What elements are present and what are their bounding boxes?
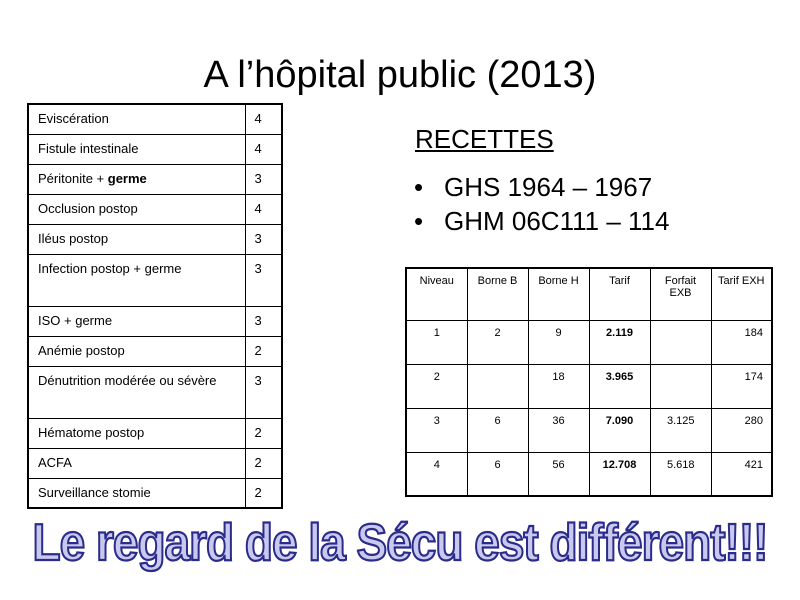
forfait-exb-cell	[650, 320, 711, 364]
borne-h-cell: 18	[528, 364, 589, 408]
complication-label: Dénutrition modérée ou sévère	[38, 372, 217, 388]
table-row	[28, 448, 282, 478]
banner-text: Le regard de la Sécu est différent!!!	[32, 512, 768, 572]
table-row	[28, 194, 282, 224]
complication-level: 2	[245, 336, 282, 366]
table-row	[28, 164, 282, 194]
column-header: Tarif	[589, 268, 650, 320]
table-row	[28, 336, 282, 366]
complication-name	[28, 478, 245, 508]
page-title: A l’hôpital public (2013)	[203, 54, 597, 96]
complication-name	[28, 306, 245, 336]
complication-label: Occlusion postop	[38, 200, 138, 216]
recettes-ghm: GHM 06C111 – 114	[444, 206, 670, 236]
borne-b-cell: 6	[467, 452, 528, 496]
table-row	[28, 134, 282, 164]
complication-name	[28, 224, 245, 254]
table-row	[28, 306, 282, 336]
complication-name	[28, 164, 245, 194]
forfait-exb-cell: 5.618	[650, 452, 711, 496]
complication-label: Surveillance stomie	[38, 484, 151, 500]
complication-label: Anémie postop	[38, 342, 125, 358]
tarif-exh-cell: 184	[711, 320, 772, 364]
complication-label: Péritonite +	[38, 170, 108, 186]
tarif-exh-cell: 174	[711, 364, 772, 408]
column-header: Forfait EXB	[650, 268, 711, 320]
table-row	[406, 364, 772, 408]
complication-name	[28, 254, 245, 306]
complication-name	[28, 194, 245, 224]
complication-name	[28, 366, 245, 418]
complication-name	[28, 104, 245, 134]
forfait-exb-cell: 3.125	[650, 408, 711, 452]
tarif-cell: 3.965	[589, 364, 650, 408]
borne-h-cell: 56	[528, 452, 589, 496]
tarif-exh-cell: 280	[711, 408, 772, 452]
bullet-icon: •	[414, 172, 424, 202]
table-row	[28, 224, 282, 254]
complication-level: 3	[245, 306, 282, 336]
niveau-cell: 4	[406, 452, 467, 496]
recettes-ghs: GHS 1964 – 1967	[444, 172, 653, 202]
recettes-list	[414, 170, 669, 238]
column-header: Niveau	[406, 268, 467, 320]
table-row	[406, 320, 772, 364]
bullet-icon: •	[414, 206, 424, 236]
list-item	[414, 204, 669, 238]
complication-label: Infection postop + germe	[38, 260, 182, 276]
table-row	[28, 418, 282, 448]
list-item	[414, 170, 669, 204]
complication-name	[28, 448, 245, 478]
complication-level: 3	[245, 164, 282, 194]
complication-label: ISO + germe	[38, 312, 113, 328]
table-row	[406, 408, 772, 452]
complication-level: 3	[245, 366, 282, 418]
complication-level: 3	[245, 254, 282, 306]
complication-level: 2	[245, 478, 282, 508]
tarif-cell: 12.708	[589, 452, 650, 496]
niveau-cell: 2	[406, 364, 467, 408]
tarif-cell: 7.090	[589, 408, 650, 452]
complication-bold-label: germe	[107, 170, 147, 186]
complication-level: 2	[245, 418, 282, 448]
complication-label: Fistule intestinale	[38, 140, 139, 156]
borne-b-cell	[467, 364, 528, 408]
borne-h-cell: 36	[528, 408, 589, 452]
niveau-cell: 3	[406, 408, 467, 452]
borne-b-cell: 6	[467, 408, 528, 452]
table-row	[28, 366, 282, 418]
table-row	[28, 104, 282, 134]
complication-name	[28, 418, 245, 448]
complication-label: Hématome postop	[38, 424, 145, 440]
complication-name	[28, 134, 245, 164]
table-row	[28, 254, 282, 306]
borne-b-cell: 2	[467, 320, 528, 364]
complication-level: 4	[245, 134, 282, 164]
tarifs-table	[405, 267, 773, 497]
complication-level: 4	[245, 194, 282, 224]
table-row	[406, 452, 772, 496]
recettes-heading: RECETTES	[415, 124, 554, 154]
complication-level: 4	[245, 104, 282, 134]
niveau-cell: 1	[406, 320, 467, 364]
column-header: Borne H	[528, 268, 589, 320]
complication-level: 2	[245, 448, 282, 478]
complication-level: 3	[245, 224, 282, 254]
column-header: Tarif EXH	[711, 268, 772, 320]
complication-name	[28, 336, 245, 366]
table-row	[28, 478, 282, 508]
complication-label: Eviscération	[38, 111, 109, 126]
complication-label: Iléus postop	[38, 230, 109, 246]
complications-table	[27, 103, 283, 509]
table-header-row	[406, 268, 772, 320]
tarif-cell: 2.119	[589, 320, 650, 364]
borne-h-cell: 9	[528, 320, 589, 364]
forfait-exb-cell	[650, 364, 711, 408]
column-header: Borne B	[467, 268, 528, 320]
tarif-exh-cell: 421	[711, 452, 772, 496]
complication-label: ACFA	[38, 454, 72, 470]
